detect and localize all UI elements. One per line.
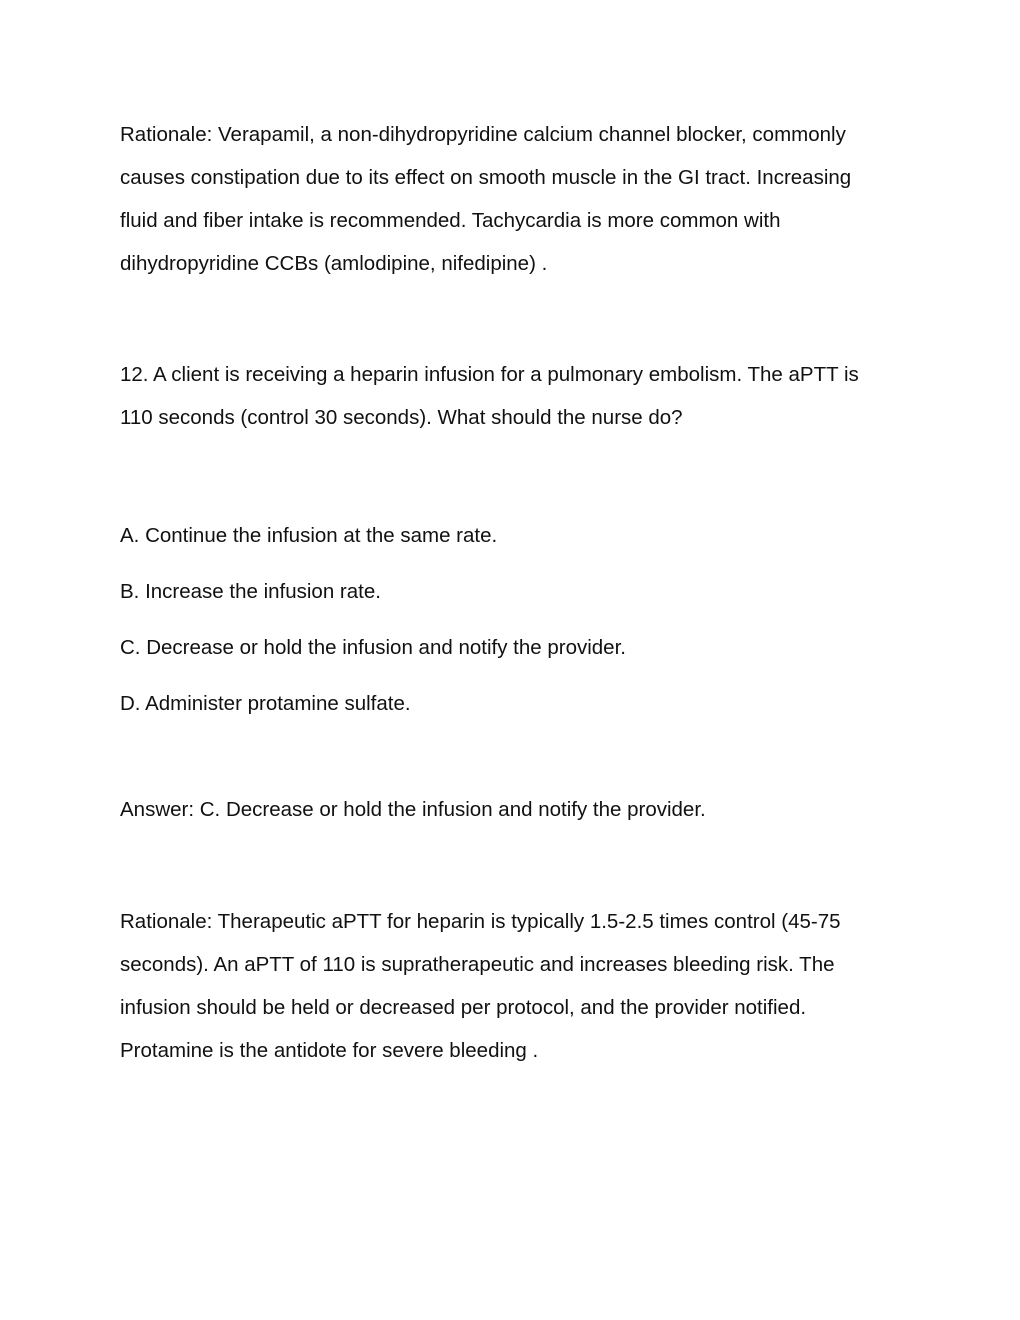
rationale-line: Rationale: Therapeutic aPTT for heparin is typically 1.5-2.5 times control (45-75: [120, 910, 841, 933]
rationale-line: Protamine is the antidote for severe bleeding .: [120, 1039, 539, 1062]
rationale-line: infusion should be held or decreased per protocol, and the provider notified.: [120, 996, 807, 1019]
question-12: [120, 353, 910, 439]
option-d: D. Administer protamine sulfate.: [120, 692, 411, 715]
option-a: A. Continue the infusion at the same rate.: [120, 524, 498, 547]
rationale: [120, 900, 910, 1072]
question-line: 110 seconds (control 30 seconds). What should the nurse do?: [120, 406, 683, 429]
option-b: B. Increase the infusion rate.: [120, 580, 381, 603]
option-c: C. Decrease or hold the infusion and notify the provider.: [120, 636, 626, 659]
rationale-line: seconds). An aPTT of 110 is supratherapeutic and increases bleeding risk. The: [120, 953, 835, 976]
rationale-line: dihydropyridine CCBs (amlodipine, nifedipine) .: [120, 252, 548, 275]
answer-text: Answer: C. Decrease or hold the infusion and notify the provider.: [120, 798, 706, 821]
rationale-line: causes constipation due to its effect on smooth muscle in the GI tract. Increasing: [120, 166, 852, 189]
rationale-line: Rationale: Verapamil, a non-dihydropyridine calcium channel blocker, commonly: [120, 123, 846, 146]
question-line: 12. A client is receiving a heparin infusion for a pulmonary embolism. The aPTT is: [120, 363, 859, 386]
answer-options: [120, 508, 910, 732]
rationale-line: fluid and fiber intake is recommended. Tachycardia is more common with: [120, 209, 781, 232]
answer: [120, 788, 910, 831]
previous-rationale: [120, 113, 910, 285]
